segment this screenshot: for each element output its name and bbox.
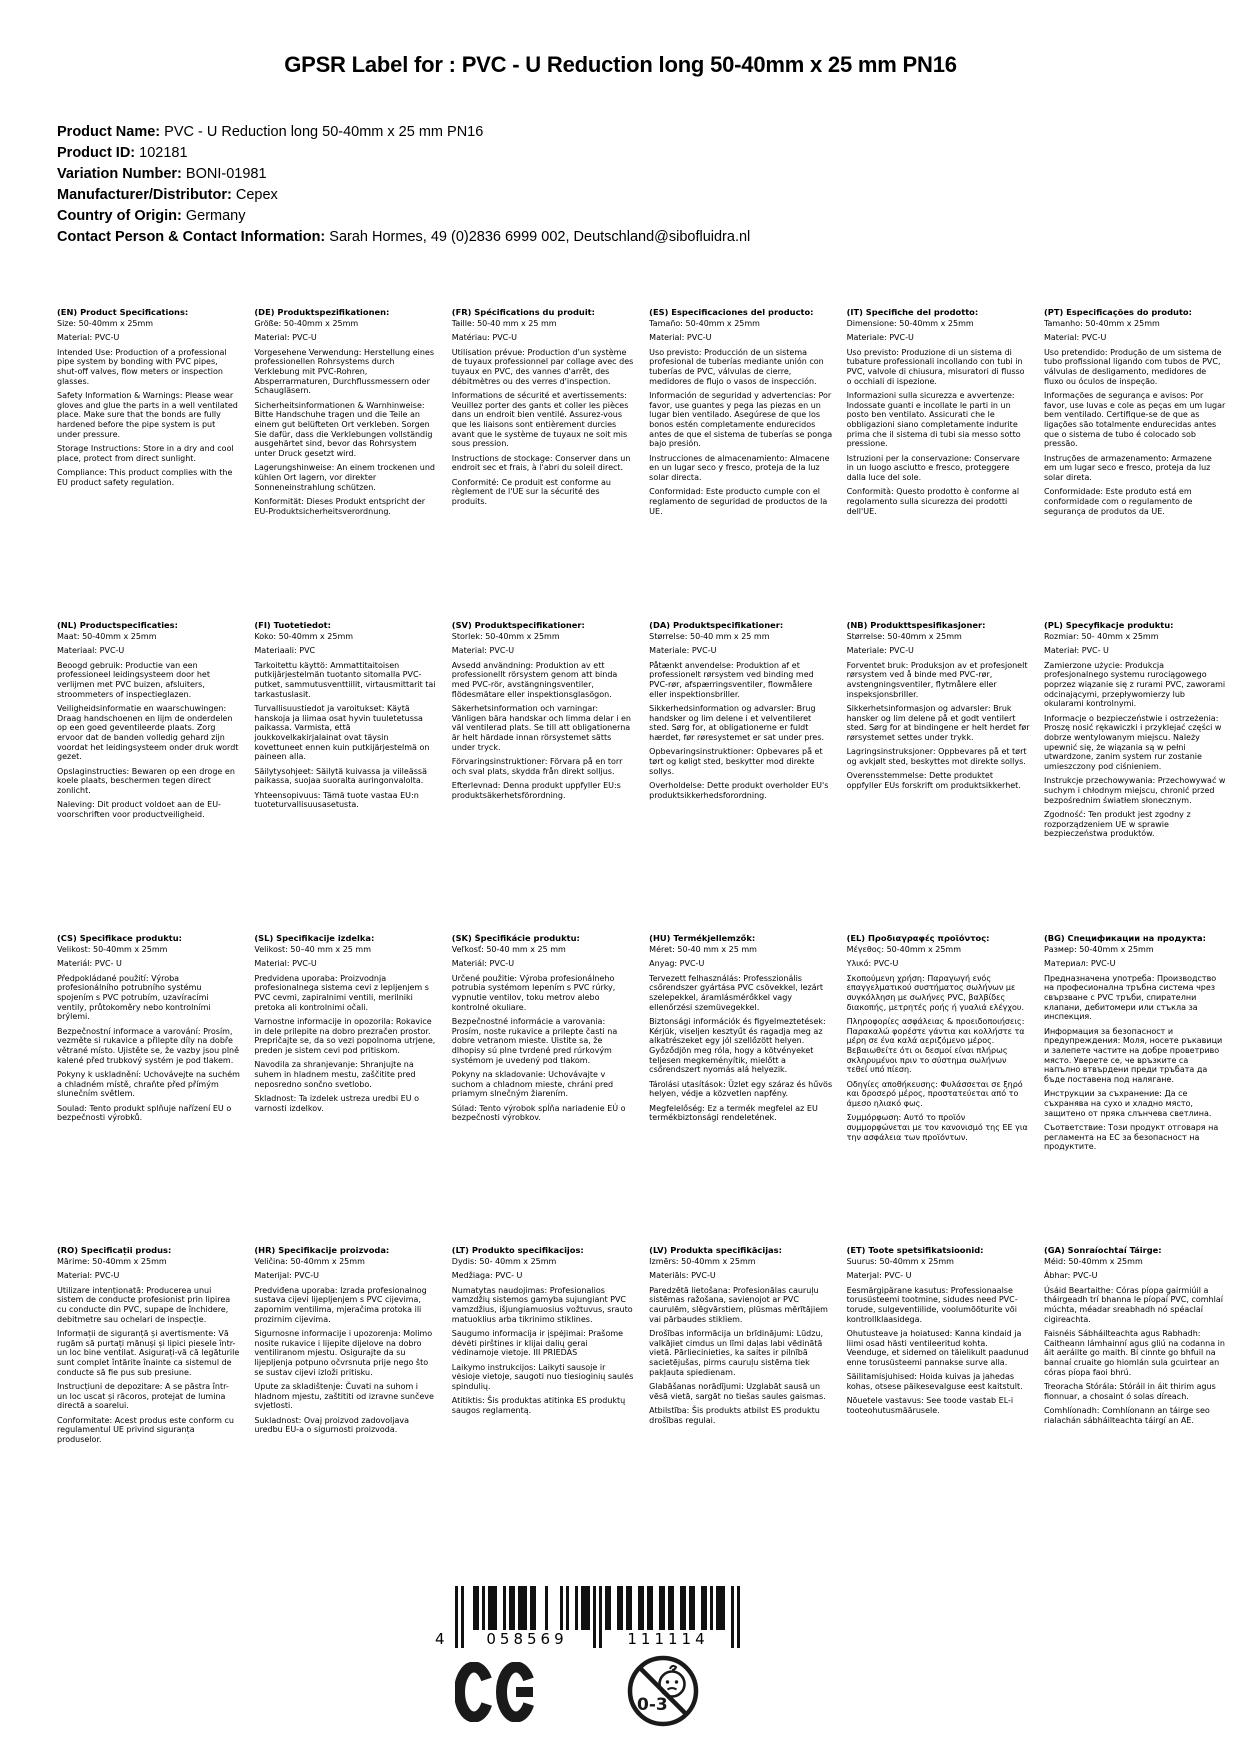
lang-block-paragraph: Uso previsto: Producción de un sistema profesional de tuberías mediante unión con tuberías de PVC, válvulas de cierre, medidores de flujo o vasos de inspección.: [649, 347, 824, 386]
lang-block-paragraph: Upute za skladištenje: Čuvati na suhom i hladnom mjestu, zaštititi od izravne sunčeve svjetlosti.: [254, 1381, 434, 1411]
lang-block-ga: [1044, 1246, 1227, 1449]
lang-block-paragraph: Bezpečnostní informace a varování: Prosím, vezměte si rukavice a přilepte díly na dobře větrané místo. Ujistěte se, že vazby jsou plně kalené před trubkový systém je pod tlakem.: [57, 1026, 240, 1065]
lang-block-paragraph: Veľkosť: 50-40 mm x 25 mm: [451, 945, 566, 955]
lang-block-hr: [254, 1246, 437, 1449]
lang-block-paragraph: Určené použitie: Výroba profesionálneho potrubia systémom lepením s PVC rúrky, vypnutie ventilov, toku metrov alebo kontrolné okuliare.: [451, 973, 616, 1012]
product-info-value: PVC - U Reduction long 50-40mm x 25 mm PN16: [160, 124, 484, 140]
product-info-row: [57, 185, 750, 206]
lang-block-paragraph: Saugumo informacija ir įspėjimai: Prašome dėvėti pirštines ir klijai dalių gerai vėdinamoje vietoje. III PRIEDAS: [451, 1328, 624, 1358]
lang-block-paragraph: Materiāls: PVC-U: [649, 1271, 716, 1281]
lang-block-paragraph: Lagerungshinweise: An einem trockenen und kühlen Ort lagern, vor direkter Sonneneinstrahlung schützen.: [254, 463, 435, 492]
lang-block-da: [649, 621, 832, 934]
barcode-digits-right: 111114: [627, 1630, 709, 1648]
lang-block-paragraph: Medžiaga: PVC- U: [451, 1271, 523, 1281]
lang-block-paragraph: Atbilstība: Šis produkts atbilst ES produktu drošības regulai.: [649, 1405, 820, 1425]
lang-block-paragraph: Sikkerhetsinformasjon og advarsler: Bruk hansker og lim delene på et godt ventilert sted. Sørg for at bindingene er helt herdet før rørsystemet settes under trykk.: [846, 703, 1030, 743]
lang-block-paragraph: Conformitate: Acest produs este conform cu regulamentul UE privind siguranța produselor.: [57, 1415, 234, 1444]
product-info-row: [57, 143, 750, 164]
product-info-row: [57, 206, 750, 227]
product-info-label: Manufacturer/Distributor:: [57, 187, 232, 203]
lang-block-paragraph: Opslaginstructies: Bewaren op een droge en koele plaats, beschermen tegen direct zonlicht.: [57, 766, 235, 796]
product-info-value: 102181: [135, 145, 188, 161]
lang-block-paragraph: Eesmärgipärane kasutus: Professionaalse torusüsteemi tootmine, sidudes need PVC-torude, sulgeventiilide, voolumõõturite või kontrollklaasidega.: [846, 1285, 1018, 1324]
lang-block-paragraph: Faisnéis Sábháilteachta agus Rabhadh: Caitheann lámhainní agus gliú na codanna in áit aeráilte go maith. Bí cinnte go bhfuil na bannaí cruaite go hiomlán sula gcuirtear an córas píopa faoi bhrú.: [1043, 1328, 1225, 1377]
lang-block-paragraph: Konformität: Dieses Produkt entspricht der EU-Produktsicherheitsverordnung.: [254, 496, 426, 516]
lang-block-header: (NB) Produkttspesifikasjoner:: [846, 621, 986, 630]
lang-block-it: [847, 308, 1030, 621]
lang-block-paragraph: Storage Instructions: Store in a dry and cool place, protect from direct sunlight.: [57, 443, 234, 463]
lang-block-header: (PT) Especificações do produto:: [1043, 308, 1192, 317]
lang-block-paragraph: Comhlíonadh: Comhlíonann an táirge seo rialachán sábháilteachta táirgí an AE.: [1043, 1405, 1210, 1425]
lang-block-paragraph: Velikost: 50-40mm x 25mm: [57, 945, 168, 955]
lang-block-paragraph: Utilizare intenționată: Producerea unui sistem de conducte profesionist prin lipirea cu conducte din PVC, supape de închidere, debitmetre sau ochelari de inspecție.: [57, 1285, 231, 1324]
lang-block-paragraph: Material: PVC-U: [254, 959, 317, 969]
lang-block-header: (EN) Product Specifications:: [57, 308, 189, 317]
barcode-prefix-digit: 4: [435, 1630, 445, 1648]
lang-block-paragraph: Sikkerhedsinformation og advarsler: Brug handsker og lim delene i et velventileret sted. Sørg for, at obligationerne er fuldt hærdet, før røresystemet er sat under pres.: [649, 703, 825, 743]
lang-block-header: (DE) Produktspezifikationen:: [254, 308, 390, 317]
lang-block-header: (LV) Produkta specifikācijas:: [649, 1246, 782, 1255]
lang-block-paragraph: Säilitamisjuhised: Hoida kuivas ja jahedas kohas, otsese päikesevalguse eest kaitstult.: [846, 1372, 1023, 1391]
product-info-value: Cepex: [231, 187, 278, 203]
lang-block-paragraph: Opbevaringsinstruktioner: Opbevares på et tørt og køligt sted, beskytter mod direkte sollys.: [649, 747, 823, 776]
lang-block-paragraph: Størrelse: 50-40 mm x 25 mm: [649, 632, 770, 642]
lang-block-paragraph: Conformité: Ce produit est conforme au règlement de l'UE sur la sécurité des produits.: [451, 477, 611, 506]
lang-block-paragraph: Materiál: PVC-U: [451, 959, 515, 969]
lang-block-paragraph: Soulad: Tento produkt splňuje nařízení EU o bezpečnosti výrobků.: [57, 1103, 232, 1123]
lang-block-paragraph: Tarkoitettu käyttö: Ammattitaitoisen putkijärjestelmän tuotanto sitomalla PVC-putket, sammutusventtiilit, virtausmittarit tai tarkastuslasit.: [254, 660, 436, 699]
lang-block-paragraph: Οδηγίες αποθήκευσης: Φυλάσσεται σε ξηρό και δροσερό μέρος, προστατεύεται από το άμεσο ηλιακό φως.: [846, 1079, 1023, 1109]
lang-block-header: (FI) Tuotetiedot:: [254, 621, 331, 630]
lang-block-paragraph: Compliance: This product complies with the EU product safety regulation.: [57, 467, 233, 487]
lang-block-paragraph: Beoogd gebruik: Productie van een professioneel leidingsysteem door het verlijmen met PVC buizen, afsluiters, stroommeters of inspectieglazen.: [57, 660, 210, 699]
lang-block-paragraph: Μέγεθος: 50-40mm x 25mm: [846, 945, 961, 955]
lang-block-sv: [452, 621, 635, 934]
lang-block-paragraph: Informations de sécurité et avertissements: Veuillez porter des gants et coller les pièces dans un endroit bien ventilé. Assurez-vous que les liaisons sont entièrement durcies avant que le système de tuyaux ne soit mis sous pression.: [451, 390, 629, 449]
lang-block-header: (SL) Specifikacije izdelka:: [254, 934, 375, 943]
lang-block-paragraph: Overensstemmelse: Dette produktet oppfyller EUs forskrift om produktsikkerhet.: [846, 771, 1021, 790]
lang-block-paragraph: Υλικό: PVC-U: [846, 959, 899, 969]
lang-block-paragraph: Conformidade: Este produto está em conformidade com o regulamento de segurança de produtos da UE.: [1043, 487, 1193, 516]
barcode: [435, 1586, 740, 1652]
lang-block-paragraph: Uso pretendido: Produção de um sistema de tubo profissional ligando com tubos de PVC, válvulas de desligamento, medidores de fluxo ou óculos de inspeção.: [1043, 347, 1222, 386]
lang-block-en: [57, 308, 240, 621]
lang-block-ro: [57, 1246, 240, 1449]
lang-block-paragraph: Varnostne informacije in opozorila: Rokavice in dele prilepite na dobro prezračen prostor. Prepričajte se, da so vezi popolnoma utrjene, preden je sistem cevi pod pritiskom.: [254, 1016, 436, 1056]
lang-block-pl: [1044, 621, 1227, 934]
lang-block-sk: [452, 934, 635, 1246]
lang-block-paragraph: Vorgesehene Verwendung: Herstellung eines professionellen Rohrsystems durch Verklebung mit PVC-Rohren, Absperrarmaturen, Durchflussmessern oder Schaugläsern.: [254, 347, 434, 396]
lang-block-lt: [452, 1246, 635, 1449]
lang-block-paragraph: Izmērs: 50-40mm x 25mm: [649, 1257, 756, 1267]
lang-block-paragraph: Информация за безопасност и предупреждения: Моля, носете ръкавици и залепете частите на добре проветриво място. Уверете се, че връзките са напълно втвърдени преди тръбата да бъде поставена под налягане.: [1043, 1026, 1223, 1085]
lang-block-paragraph: Tamanho: 50-40mm x 25mm: [1043, 319, 1160, 329]
lang-block-paragraph: Tervezett felhasználás: Professzionális csőrendszer gyártása PVC csövekkel, lezárt szelepekkel, áramlásmérőkkel vagy ellenőrzési szemüvegekkel.: [649, 973, 824, 1012]
product-info-row: [57, 227, 750, 248]
lang-block-paragraph: Sukladnost: Ovaj proizvod zadovoljava uredbu EU-a o sigurnosti proizvoda.: [254, 1415, 410, 1435]
lang-block-paragraph: Materiale: PVC-U: [846, 333, 914, 343]
lang-block-paragraph: Utilisation prévue: Production d'un système de tuyaux professionnel par collage avec des tuyaux en PVC, des vannes d'arrêt, des débitmètres ou des verres d'inspection.: [451, 347, 634, 386]
lang-block-paragraph: Informações de segurança e avisos: Por favor, use luvas e cole as peças em um lugar bem ventilado. Certifique-se de que as ligações são totalmente endurecidas antes que o sistema de tubo é colocado sob pressão.: [1043, 390, 1226, 449]
product-info-label: Country of Origin:: [57, 208, 182, 224]
lang-block-paragraph: Yhteensopivuus: Tämä tuote vastaa EU:n tuoteturvallisuusasetusta.: [254, 790, 419, 810]
lang-block-hu: [649, 934, 832, 1246]
lang-block-paragraph: Σκοπούμενη χρήση: Παραγωγή ενός επαγγελματικού συστήματος σωλήνων με συγκόλληση με σωλήνες PVC, βαλβίδες διακοπής, μετρητές ροής ή γυαλιά ελέγχου.: [846, 973, 1025, 1012]
lang-block-header: (HU) Termékjellemzők:: [649, 934, 756, 943]
lang-block-paragraph: Съответствие: Този продукт отговаря на регламента на ЕС за безопасност на продуктите.: [1043, 1122, 1219, 1152]
lang-block-paragraph: Συμμόρφωση: Αυτό το προϊόν συμμορφώνεται με τον κανονισμό της ΕΕ για την ασφάλεια των προϊόντων.: [846, 1113, 1028, 1142]
lang-block-paragraph: Atitiktis: Šis produktas atitinka ES produktų saugos reglamentą.: [451, 1396, 626, 1415]
product-info-row: [57, 164, 750, 185]
lang-block-pt: [1044, 308, 1227, 621]
lang-block-header: (SV) Produktspecifikationer:: [451, 621, 585, 630]
lang-block-el: [847, 934, 1030, 1246]
lang-block-paragraph: Súlad: Tento výrobok spĺňa nariadenie EÚ o bezpečnosti výrobkov.: [451, 1103, 626, 1123]
age-warning-icon: [626, 1654, 700, 1732]
lang-block-paragraph: Sigurnosne informacije i upozorenja: Molimo nosite rukavice i lijepite dijelove na dobro ventiliranom mjestu. Osigurajte da su lijepljenja potpuno očvrsnuta prije nego što se sustav cijevi izloži pritisku.: [254, 1328, 433, 1377]
lang-block-paragraph: Rozmiar: 50- 40mm x 25mm: [1043, 632, 1159, 642]
lang-block-paragraph: Méid: 50-40mm x 25mm: [1043, 1257, 1143, 1267]
lang-block-paragraph: Instrucțiuni de depozitare: A se păstra într- un loc uscat și răcoros, protejat de lumina directă a soarelui.: [57, 1381, 229, 1411]
lang-block-paragraph: Ábhar: PVC-U: [1043, 1271, 1098, 1281]
lang-block-paragraph: Navodila za shranjevanje: Shranjujte na suhem in hladnem mestu, zaščitite pred neposredno sončno svetlobo.: [254, 1060, 416, 1089]
lang-block-paragraph: Størrelse: 50-40mm x 25mm: [846, 632, 962, 642]
lang-block-paragraph: Size: 50-40mm x 25mm: [57, 319, 154, 329]
lang-block-paragraph: Material: PVC-U: [57, 1271, 120, 1281]
lang-block-paragraph: Informazioni sulla sicurezza e avvertenze: Indossate guanti e incollate le parti in un posto ben ventilato. Assicurati che le obbligazioni siano completamente indurite prima che il sistema di tubi sia messo sotto pressione.: [846, 390, 1021, 449]
lang-block-paragraph: Materiál: PVC- U: [57, 959, 122, 969]
lang-block-header: (IT) Specifiche del prodotto:: [846, 308, 979, 317]
lang-block-paragraph: Informacje o bezpieczeństwie i ostrzeżenia: Proszę nosić rękawiczki i przyklejać części w dobrze wentylowanym miejscu. Należy upewnić się, że wiązania są w pełni utwardzone, zanim system rur zostanie umieszczony pod ciśnieniem.: [1043, 713, 1222, 772]
lang-block-paragraph: Materiale: PVC-U: [846, 646, 914, 656]
lang-block-paragraph: Material: PVC-U: [57, 333, 120, 343]
lang-block-paragraph: Información de seguridad y advertencias: Por favor, use guantes y pega las piezas en un lugar bien ventilado. Asegúrese de que los bonos estén completamente endurecidos antes de que el sistema de tuberías se ponga bajo presión.: [649, 390, 833, 449]
lang-block-paragraph: Instructions de stockage: Conserver dans un endroit sec et frais, à l'abri du soleil direct.: [451, 453, 631, 473]
product-info: [57, 122, 750, 248]
language-blocks-grid: [57, 308, 1227, 1449]
lang-block-paragraph: Turvallisuustiedot ja varoitukset: Käytä hanskoja ja liimaa osat hyvin tuuletetussa paikassa. Varmista, että joukkovelkakirjalainat ovat täysin kovettuneet ennen kuin putkijärjestelmä on paineen alla.: [254, 703, 430, 762]
lang-block-paragraph: Drošības informācija un brīdinājumi: Lūdzu, valkājiet cimdus un līmi daļas labi vēdinātā vietā. Pārliecinieties, ka saites ir pilnībā sacietējušas, pirms cauruļu sistēma tiek pakļauta spiedienam.: [649, 1328, 824, 1377]
lang-block-header: (HR) Specifikacije proizvoda:: [254, 1246, 390, 1255]
product-info-row: [57, 122, 750, 143]
lang-block-paragraph: Instrukcje przechowywania: Przechowywać w suchym i chłodnym miejscu, chronić przed bezpośrednim światłem słonecznym.: [1043, 776, 1226, 805]
page-title: GPSR Label for : PVC - U Reduction long 50-40mm x 25 mm PN16: [284, 52, 957, 77]
lang-block-paragraph: Dimensione: 50-40mm x 25mm: [846, 319, 974, 329]
lang-block-fi: [254, 621, 437, 934]
lang-block-paragraph: Размер: 50-40mm x 25mm: [1043, 945, 1154, 955]
lang-block-paragraph: Предназначена употреба: Производство на професионална тръбна система чрез свързване с PVC тръби, спирателни клапани, дебитомери или стъкла за инспекция.: [1043, 973, 1217, 1022]
lang-block-paragraph: Forventet bruk: Produksjon av et profesjonelt rørsystem ved å binde med PVC-rør, avstengningsventiler, flytmålere eller inspeksjonsbriller.: [846, 660, 1028, 699]
lang-block-header: (NL) Productspecificaties:: [57, 621, 178, 630]
lang-block-paragraph: Zamierzone użycie: Produkcja profesjonalnego systemu rurociągowego poprzez wiązanie się z rurami PVC, zaworami odcinającymi, przepływomierzy lub okularami kontrolnymi.: [1043, 660, 1226, 709]
lang-block-paragraph: Πληροφορίες ασφάλειας & προειδοποιήσεις: Παρακαλώ φορέστε γάντια και κολλήστε τα μέρη σε ένα καλά αεριζόμενο μέρος. Βεβαιωθείτε ότι οι δεσμοί είναι πλήρως σκληρυμένοι πριν το σύστημα σωλήνων τεθεί υπό πίεση.: [846, 1016, 1025, 1075]
lang-block-header: (GA) Sonraíochtaí Táirge:: [1043, 1246, 1162, 1255]
lang-block-paragraph: Material: PVC-U: [451, 646, 515, 656]
lang-block-de: [254, 308, 437, 621]
lang-block-paragraph: Pokyny k uskladnění: Uchovávejte na suchém a chladném místě, chraňte před přímým slunečním světlem.: [57, 1069, 240, 1099]
lang-block-paragraph: Méret: 50-40 mm x 25 mm: [649, 945, 757, 955]
lang-block-header: (ES) Especificaciones del producto:: [649, 308, 814, 317]
lang-block-header: (PL) Specyfikacje produktu:: [1043, 621, 1174, 630]
lang-block-paragraph: Paredzētā lietošana: Profesionālas cauruļu sistēmas ražošana, savienojot ar PVC caurulēm, slēgvārstiem, plūsmas mērītājiem vai pārbaudes stikliem.: [649, 1285, 828, 1324]
lang-block-paragraph: Инструкции за съхранение: Да се съхранява на сухо и хладно място, защитено от пряка слънчева светлина.: [1043, 1089, 1212, 1118]
lang-block-paragraph: Megfelelőség: Ez a termék megfelel az EU termékbiztonsági rendeletének.: [649, 1103, 818, 1123]
lang-block-paragraph: Sicherheitsinformationen & Warnhinweise: Bitte Handschuhe tragen und die Teile an einem gut belüfteten Ort verkleben. Sorgen Sie dafür, dass die Verklebungen vollständig ausgehärtet sind, bevor das Rohrsystem unter Druck gesetzt wird.: [254, 400, 433, 459]
product-info-label: Product Name:: [57, 124, 161, 140]
lang-block-header: (LT) Produkto specifikacijos:: [451, 1246, 584, 1255]
lang-block-paragraph: Veličina: 50-40mm x 25mm: [254, 1257, 365, 1267]
lang-block-paragraph: Uso previsto: Produzione di un sistema di tubature professionali incollando con tubi in PVC, valvole di chiusura, misuratori di flusso o occhiali di ispezione.: [846, 347, 1025, 386]
lang-block-paragraph: Avsedd användning: Produktion av ett professionellt rörsystem genom att binda med PVC-rör, avstängningsventiler, flödesmätare eller inspektionsglasögon.: [451, 660, 618, 699]
lang-block-header: (CS) Specifikace produktu:: [57, 934, 182, 943]
lang-block-paragraph: Materjal: PVC- U: [846, 1271, 912, 1281]
lang-block-paragraph: Veiligheidsinformatie en waarschuwingen: Draag handschoenen en lijm de onderdelen op een goed geventileerde plaats. Zorg ervoor dat de banden volledig gehard zijn voordat het leidingsysteem onder druk wordt gezet.: [57, 703, 239, 762]
lang-block-paragraph: Predvidena uporaba: Proizvodnja profesionalnega sistema cevi z lepljenjem s PVC cevmi, zapiralnimi ventili, merilniki pretoka ali kontrolnimi očali.: [254, 973, 429, 1012]
lang-block-paragraph: Material: PVC-U: [1043, 333, 1107, 343]
lang-block-paragraph: Safety Information & Warnings: Please wear gloves and glue the parts in a well ventilated place. Make sure that the bonds are fully hardened before the pipe system is put under pressure.: [57, 390, 238, 439]
lang-block-nl: [57, 621, 240, 934]
lang-block-paragraph: Materijal: PVC-U: [254, 1271, 319, 1281]
lang-block-paragraph: Tamaño: 50-40mm x 25mm: [649, 319, 760, 329]
lang-block-paragraph: Treoracha Stórála: Stóráil in áit thirim agus fionnuar, a chosaint ó solas díreach.: [1043, 1381, 1216, 1401]
lang-block-paragraph: Conformità: Questo prodotto è conforme al regolamento sulla sicurezza dei prodotti dell'UE.: [846, 487, 1020, 516]
product-info-label: Product ID:: [57, 145, 136, 161]
lang-block-paragraph: Säkerhetsinformation och varningar: Vänligen bära handskar och limma delar i en väl ventilerad plats. Se till att obligationerna är helt härdade innan rörsystemet sätts under tryck.: [451, 703, 631, 752]
lang-block-paragraph: Mărime: 50-40mm x 25mm: [57, 1257, 167, 1267]
lang-block-paragraph: Istruzioni per la conservazione: Conservare in un luogo asciutto e fresco, proteggere dalla luce del sole.: [846, 453, 1020, 483]
lang-block-paragraph: Úsáid Beartaithe: Córas píopa gairmiúil a tháirgeadh trí bhanna le píopaí PVC, comhlaí múchta, méadar sreabhadh nó spéaclaí cigireachta.: [1043, 1285, 1223, 1324]
lang-block-paragraph: Naleving: Dit product voldoet aan de EU-voorschriften voor productveiligheid.: [57, 800, 221, 819]
lang-block-paragraph: Nõuetele vastavus: See toode vastab EL-i tooteohutusmäärusele.: [846, 1396, 1014, 1415]
lang-block-paragraph: Numatytas naudojimas: Profesionalios vamzdžių sistemos gamyba sujungiant PVC vamzdžius, išjungiamuosius vožtuvus, srauto matuoklius arba tikrinimo stiklines.: [451, 1285, 633, 1324]
lang-block-header: (EL) Προδιαγραφές προϊόντος:: [846, 934, 990, 943]
lang-block-paragraph: Materiale: PVC-U: [649, 646, 717, 656]
product-info-value: Germany: [181, 208, 246, 224]
lang-block-paragraph: Anyag: PVC-U: [649, 959, 705, 969]
lang-block-paragraph: Suurus: 50-40mm x 25mm: [846, 1257, 954, 1267]
lang-block-es: [649, 308, 832, 621]
lang-block-paragraph: Intended Use: Production of a professional pipe system by bonding with PVC pipes, shut-off valves, flow meters or inspection glasses.: [57, 347, 227, 386]
lang-block-paragraph: Tárolási utasítások: Üzlet egy száraz és hűvös helyen, védje a közvetlen napfény.: [649, 1079, 833, 1099]
lang-block-bg: [1044, 934, 1227, 1246]
lang-block-header: (SK) Špecifikácie produktu:: [451, 934, 580, 943]
lang-block-paragraph: Instrucciones de almacenamiento: Almacene en un lugar seco y fresco, proteja de la luz solar directa.: [649, 453, 830, 483]
lang-block-paragraph: Instruções de armazenamento: Armazene em um lugar seco e fresco, proteja da luz solar direta.: [1043, 453, 1212, 483]
lang-block-paragraph: Material: PVC-U: [649, 333, 712, 343]
lang-block-paragraph: Pokyny na skladovanie: Uchovávajte v suchom a chladnom mieste, chráni pred priamym slnečným žiarením.: [451, 1069, 614, 1099]
lang-block-paragraph: Dydis: 50- 40mm x 25mm: [451, 1257, 557, 1267]
lang-block-paragraph: Zgodność: Ten produkt jest zgodny z rozporządzeniem UE w sprawie bezpieczeństwa produktów.: [1043, 809, 1191, 839]
lang-block-paragraph: Bezpečnostné informácie a varovania: Prosím, noste rukavice a prilepte časti na dobre vetranom mieste. Uistite sa, že dlhopisy sú plne tvrdené pred rúrkovým systémom je uvedený pod tlakom.: [451, 1016, 618, 1065]
lang-block-paragraph: Overholdelse: Dette produkt overholder EU's produktsikkerhedsforordning.: [649, 780, 829, 800]
lang-block-header: (FR) Spécifications du produit:: [451, 308, 595, 317]
lang-block-paragraph: Größe: 50-40mm x 25mm: [254, 319, 359, 329]
lang-block-paragraph: Materiał: PVC- U: [1043, 646, 1109, 656]
lang-block-paragraph: Säilytysohjeet: Säilytä kuivassa ja viileässä paikassa, suojaa suoralta auringonvalolta.: [254, 766, 427, 786]
lang-block-paragraph: Material: PVC-U: [254, 333, 317, 343]
lang-block-sl: [254, 934, 437, 1246]
lang-block-et: [847, 1246, 1030, 1449]
lang-block-paragraph: Materiaali: PVC: [254, 646, 316, 656]
lang-block-paragraph: Glabāšanas norādījumi: Uzglabāt sausā un vēsā vietā, sargāt no tiešas saules gaismas.: [649, 1381, 826, 1401]
lang-block-header: (RO) Specificații produs:: [57, 1246, 172, 1255]
product-info-label: Variation Number:: [57, 166, 182, 182]
lang-block-paragraph: Материал: PVC-U: [1043, 959, 1116, 969]
ce-mark-icon: [455, 1662, 537, 1726]
lang-block-paragraph: Předpokládané použití: Výroba profesionálního potrubního systému spojením s PVC potrubím, uzavíracími ventily, průtokoměry nebo kontrolními brýlemi.: [57, 973, 211, 1022]
lang-block-paragraph: Laikymo instrukcijos: Laikyti sausoje ir vėsioje vietoje, saugoti nuo tiesioginių saulės spindulių.: [451, 1362, 634, 1391]
lang-block-paragraph: Conformidad: Este producto cumple con el reglamento de seguridad de productos de la UE.: [649, 487, 828, 516]
lang-block-paragraph: Informații de siguranță și avertismente: Vă rugăm să purtați mănuși și lipici piesele într-un loc bine ventilat. Asigurați-vă că legăturile sunt complet întărite înainte ca sistemul de conducte să fie pus sub presiune.: [57, 1328, 240, 1377]
barcode-digits-left: 058569: [486, 1630, 568, 1648]
lang-block-paragraph: Påtænkt anvendelse: Produktion af et professionelt rørsystem ved binding med PVC-rør, afspærringsventiler, flowmålere eller inspektionsbriller.: [649, 660, 814, 699]
lang-block-paragraph: Ohutusteave ja hoiatused: Kanna kindaid ja liimi osad hästi ventileeritud kohta. Veenduge, et sidemed on täielikult paadunud enne torusüsteemi pannakse surve alla.: [846, 1328, 1029, 1368]
lang-block-paragraph: Materiaal: PVC-U: [57, 646, 125, 656]
lang-block-lv: [649, 1246, 832, 1449]
lang-block-paragraph: Predviđena uporaba: Izrada profesionalnog sustava cijevi lijepljenjem s PVC cijevima, zapornim ventilima, mjeračima protoka ili prozirnim cijevima.: [254, 1285, 427, 1324]
lang-block-header: (BG) Спецификации на продукта:: [1043, 934, 1206, 943]
lang-block-paragraph: Förvaringsinstruktioner: Förvara på en torr och sval plats, skydda från direkt solljus.: [451, 756, 623, 776]
product-info-value: Sarah Hormes, 49 (0)2836 6999 002, Deutschland@sibofluidra.nl: [325, 229, 751, 245]
lang-block-fr: [452, 308, 635, 621]
product-info-value: BONI-01981: [181, 166, 267, 182]
lang-block-paragraph: Skladnost: Ta izdelek ustreza uredbi EU o varnosti izdelkov.: [254, 1093, 419, 1113]
lang-block-paragraph: Koko: 50-40mm x 25mm: [254, 632, 354, 642]
lang-block-paragraph: Storlek: 50-40mm x 25mm: [451, 632, 560, 642]
lang-block-paragraph: Biztonsági információk és figyelmeztetések: Kérjük, viseljen kesztyűt és ragadja meg az alkatrészeket egy jól szellőzött helyen. Győződjön meg róla, hogy a kötvényeket teljesen megkeményítik, mielőtt a csőrendszert nyomás alá helyezik.: [649, 1016, 826, 1075]
lang-block-paragraph: Lagringsinstruksjoner: Oppbevares på et tørt og avkjølt sted, beskyttes mot direkte sollys.: [846, 747, 1027, 766]
age-warning-text: 0-3: [637, 1695, 668, 1715]
lang-block-header: (ET) Toote spetsifikatsioonid:: [846, 1246, 984, 1255]
lang-block-paragraph: Matériau: PVC-U: [451, 333, 517, 343]
lang-block-header: (DA) Produktspecifikationer:: [649, 621, 784, 630]
lang-block-paragraph: Velikost: 50–40 mm x 25 mm: [254, 945, 372, 955]
lang-block-cs: [57, 934, 240, 1246]
lang-block-paragraph: Taille: 50-40 mm x 25 mm: [451, 319, 557, 329]
lang-block-nb: [847, 621, 1030, 934]
product-info-label: Contact Person & Contact Information:: [57, 229, 326, 245]
lang-block-paragraph: Maat: 50-40mm x 25mm: [57, 632, 157, 642]
lang-block-paragraph: Efterlevnad: Denna produkt uppfyller EU:s produktsäkerhetsförordning.: [451, 780, 621, 800]
